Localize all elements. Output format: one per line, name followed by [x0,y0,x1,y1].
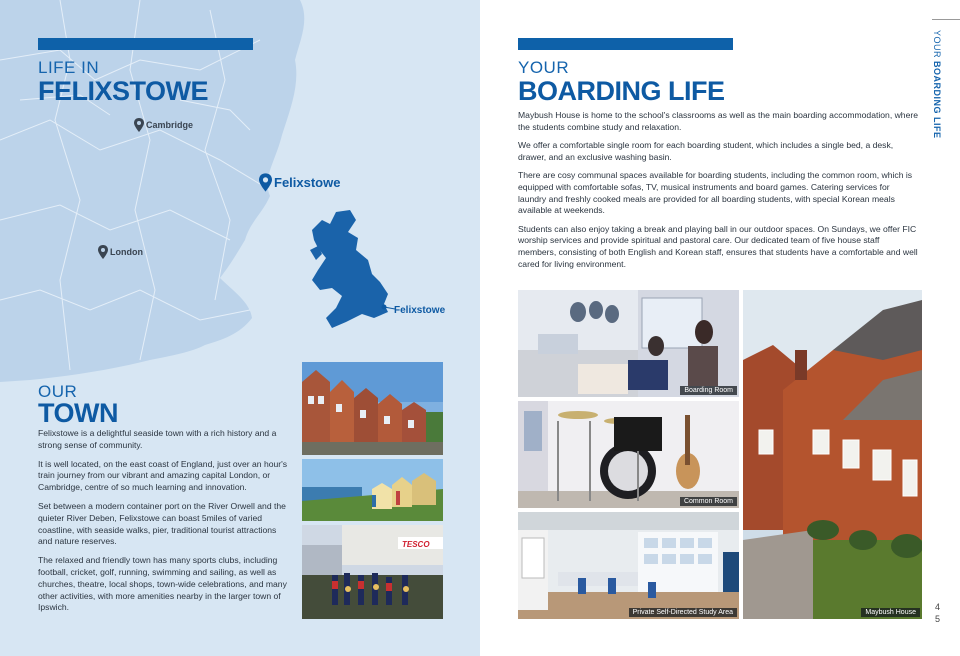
uk-silhouette [312,210,388,328]
side-tab-rule [932,19,960,20]
map-label-london: London [110,247,143,257]
town-paragraph: It is well located, on the east coast of England, just over an hour's train journey from our vibrant and amazing capital London, or Cambridge, centre of so much learning and innovation. [38,458,288,493]
location-pin-icon [98,245,108,259]
side-tab-bold: BOARDING LIFE [932,61,942,139]
caption-maybush-house: Maybush House [861,608,920,617]
town-description [38,428,293,621]
map-label-felixstowe: Felixstowe [274,175,341,190]
photo-beach-huts [302,459,443,521]
heading-your: YOUR [518,58,570,77]
photo-town-parade [302,525,443,619]
side-tab-label [932,30,942,139]
heading-life-in: LIFE IN [38,58,100,77]
boarding-paragraph: Maybush House is home to the school's classrooms as well as the main boarding accommodation, where the students combine study and relaxation. [518,110,919,132]
heading-felixstowe: FELIXSTOWE [38,76,209,106]
caption-common-room: Common Room [680,497,737,506]
town-paragraph: Felixstowe is a delightful seaside town with a rich history and a strong sense of community. [38,428,277,450]
map-label-cambridge: Cambridge [146,120,194,130]
uk-map-label-felixstowe: Felixstowe [394,305,446,316]
town-paragraph: The relaxed and friendly town has many sports clubs, including football, cricket, golf, running, swimming and sailing, as well as churches, theatre, local shops, town-wide celebrations, and many other activities, with more amenities nearby in the larger town of Ipswich. [38,555,287,613]
caption-study-area: Private Self-Directed Study Area [629,608,737,617]
boarding-description [518,110,918,277]
page-number-left: 4 [935,602,941,612]
town-paragraph: Set between a modern container port on the River Orwell and the quieter River Deben, Felixstowe can boast 5miles of varied coastline, with seaside walks, pier, traditional tourist attractions and nature reserves. [38,500,286,547]
photo-maybush-house [743,290,922,619]
boarding-paragraph: There are cosy communal spaces available for boarding students, including the common room, which is equipped with comfortable sofas, TV, musical instruments and board games. Catering services for laundry and freshly cooked meals are provided for all boarding students, with special Korean meals available at weekends. [518,170,913,216]
location-pin-icon [134,118,144,132]
caption-boarding-room: Boarding Room [680,386,737,395]
accent-bar-right [518,38,733,50]
photo-common-room [518,401,739,508]
right-page [480,0,960,656]
page-number-right: 5 [935,614,941,624]
accent-bar-left [38,38,253,50]
boarding-paragraph: Students can also enjoy taking a break and playing ball in our outdoor spaces. On Sundays, we offer FIC worship services and provide spiritual and pastoral care. Our dedicated team of five house staff members, consisting of both English and Korean staff, ensures that students have a comfortable and well cared for living environment. [518,223,918,269]
boarding-paragraph: We offer a comfortable single room for each boarding student, which includes a single bed, a desk, drawer, and an exclusive washing basin. [518,140,894,162]
location-pin-icon [259,173,272,192]
map-pin-london [98,245,143,259]
map-pin-cambridge [134,118,193,132]
photo-boarding-room [518,290,739,397]
map-pin-felixstowe [259,173,340,192]
photo-seafront-houses [302,362,443,455]
heading-our: OUR [38,382,78,401]
heading-boarding-life: BOARDING LIFE [518,76,725,106]
tesco-sign: TESCO [402,540,430,549]
heading-town: TOWN [38,398,118,428]
photo-study-area [518,512,739,619]
side-tab-light: YOUR [932,30,942,59]
